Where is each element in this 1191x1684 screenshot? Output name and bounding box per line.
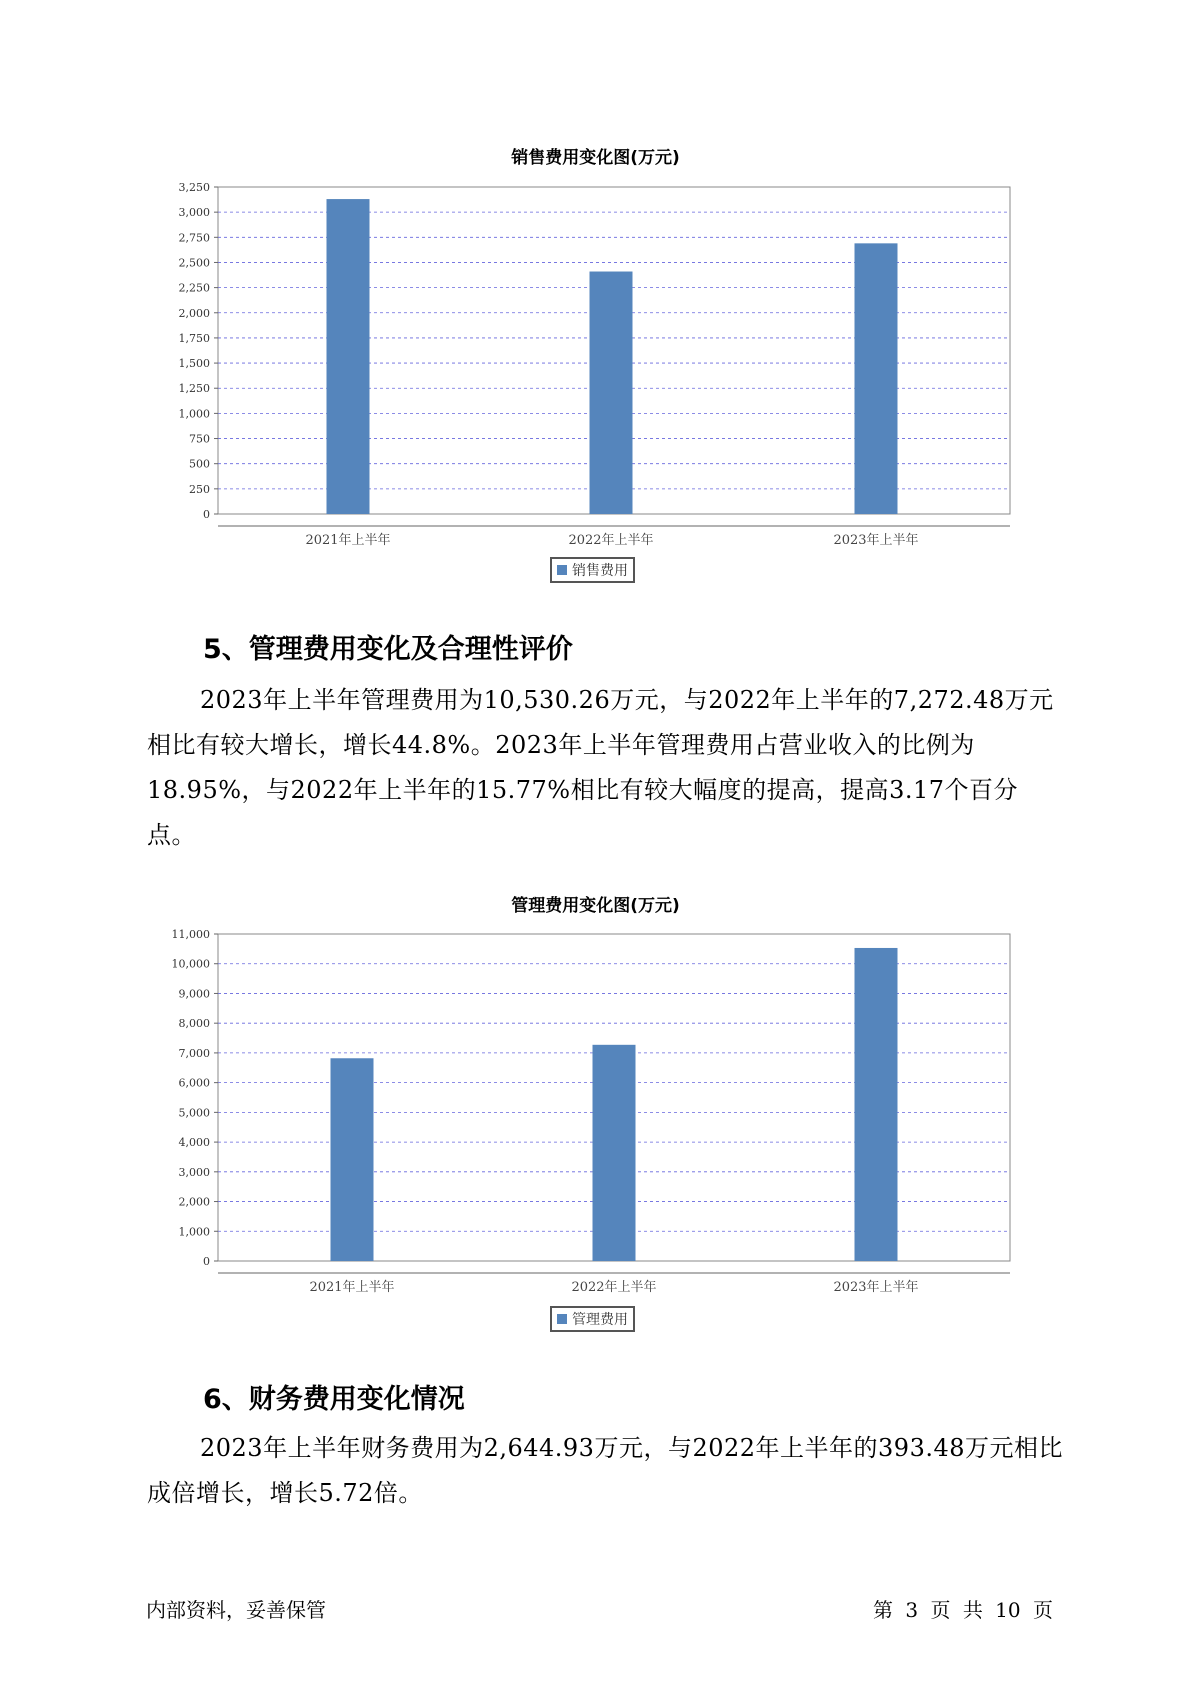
bar-1: [331, 1058, 374, 1261]
chart-1-legend: [550, 557, 635, 583]
x-tick-label: 2022年上半年: [571, 1280, 657, 1295]
legend-swatch: [557, 565, 567, 575]
sales-expense-chart: [0, 160, 1191, 560]
chart-2-legend: [550, 1306, 635, 1332]
y-tick-label: 11,000: [171, 928, 210, 941]
y-tick-label: 750: [189, 432, 210, 446]
bar-3: [855, 948, 898, 1261]
y-tick-label: 3,250: [178, 181, 210, 194]
bar-3: [855, 243, 898, 514]
y-tick-label: 8,000: [178, 1017, 210, 1031]
legend-swatch: [557, 1314, 567, 1324]
bar-1: [327, 199, 370, 514]
section-5-paragraph: 2023年上半年管理费用为10,530.26万元，与2022年上半年的7,272.48万元相比有较大增长，增长44.8%。2023年上半年管理费用占营业收入的比例为18.95%，与2022年上半年的15.77%相比有较大幅度的提高，提高3.17个百分点。: [147, 686, 1054, 849]
y-tick-label: 1,250: [178, 382, 210, 396]
y-tick-label: 5,000: [178, 1106, 210, 1120]
footer-page-number: 第 3 页 共 10 页: [873, 1598, 1053, 1622]
y-tick-label: 10,000: [171, 957, 210, 971]
x-tick-label: 2022年上半年: [568, 533, 654, 548]
y-tick-label: 2,000: [178, 1195, 210, 1209]
y-tick-label: 9,000: [178, 987, 210, 1001]
y-tick-label: 250: [189, 482, 210, 496]
y-tick-label: 1,000: [178, 1225, 210, 1239]
y-tick-label: 2,750: [178, 231, 210, 245]
x-tick-label: 2023年上半年: [833, 533, 919, 548]
bar-2: [593, 1045, 636, 1261]
admin-expense-chart: [0, 910, 1191, 1310]
section-5-heading: 5、管理费用变化及合理性评价: [203, 634, 573, 665]
y-tick-label: 2,500: [178, 256, 210, 270]
x-tick-label: 2023年上半年: [833, 1280, 919, 1295]
y-tick-label: 6,000: [178, 1076, 210, 1090]
y-tick-label: 3,000: [178, 206, 210, 220]
y-tick-label: 1,750: [178, 331, 210, 345]
y-tick-label: 7,000: [178, 1046, 210, 1060]
y-tick-label: 4,000: [178, 1136, 210, 1150]
y-tick-label: 2,000: [178, 306, 210, 320]
y-tick-label: 3,000: [178, 1165, 210, 1179]
y-tick-label: 1,000: [178, 407, 210, 421]
x-tick-label: 2021年上半年: [305, 533, 391, 548]
y-tick-label: 0: [203, 508, 210, 521]
section-6-heading: 6、财务费用变化情况: [203, 1384, 465, 1415]
bar-2: [590, 272, 633, 514]
y-tick-label: 1,500: [178, 357, 210, 371]
chart-2-title: 管理费用变化图(万元): [511, 896, 680, 916]
y-tick-label: 2,250: [178, 281, 210, 295]
y-tick-label: 0: [203, 1255, 210, 1268]
footer-confidential-note: 内部资料，妥善保管: [146, 1598, 326, 1622]
section-6-paragraph: 2023年上半年财务费用为2,644.93万元，与2022年上半年的393.48万元相比成倍增长，增长5.72倍。: [147, 1434, 1064, 1507]
y-tick-label: 500: [189, 457, 210, 471]
legend-label: 销售费用: [572, 563, 628, 579]
chart-1-title: 销售费用变化图(万元): [511, 148, 680, 168]
x-tick-label: 2021年上半年: [309, 1280, 395, 1295]
legend-label: 管理费用: [572, 1312, 628, 1328]
